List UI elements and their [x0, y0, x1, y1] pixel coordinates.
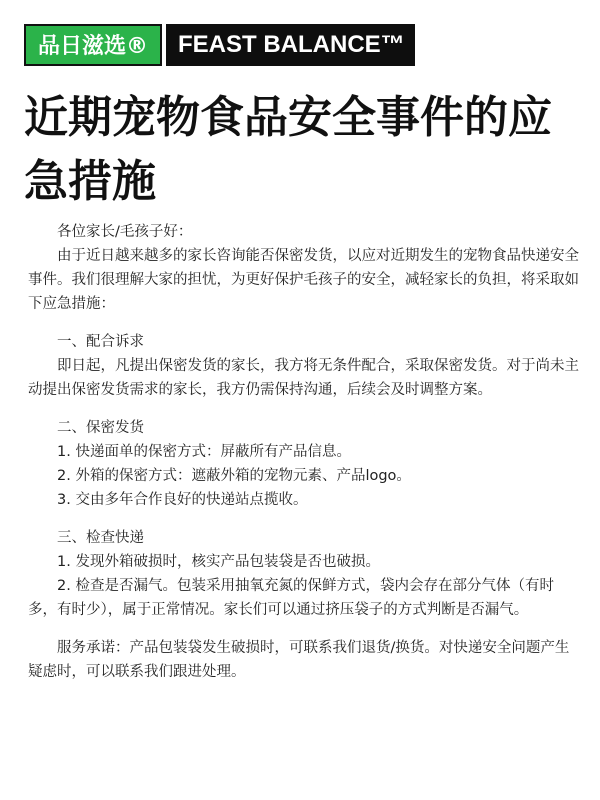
brand-header: [24, 24, 415, 66]
brand-logo-cn: 品日滋选®: [24, 24, 162, 66]
greeting: 各位家长/毛孩子好：: [57, 224, 193, 240]
intro-paragraph: 由于近日越来越多的家长咨询能否保密发货，以应对近期发生的宠物食品快递安全事件。我们很理解大家的担忧，为更好保护毛孩子的安全，减轻家长的负担，将采取如下应急措施：: [28, 248, 579, 312]
section-heading-2: 二、保密发货: [57, 420, 144, 436]
section-2-item-3: 3. 交由多年合作良好的快递站点揽收。: [57, 492, 308, 508]
section-2-item-1: 1. 快递面单的保密方式：屏蔽所有产品信息。: [57, 444, 351, 460]
notice-body: [28, 220, 580, 684]
section-heading-1: 一、配合诉求: [57, 334, 144, 350]
section-1-paragraph: 即日起，凡提出保密发货的家长，我方将无条件配合，采取保密发货。对于尚未主动提出保密发货需求的家长，我方仍需保持沟通，后续会及时调整方案。: [28, 358, 579, 398]
brand-logo-en: FEAST BALANCE™: [166, 24, 415, 66]
service-promise: 服务承诺：产品包装袋发生破损时，可联系我们退货/换货。对快递安全问题产生疑虑时，可以联系我们跟进处理。: [28, 640, 570, 680]
section-3-item-2: 2. 检查是否漏气。包装采用抽氧充氮的保鲜方式，袋内会存在部分气体（有时多，有时少），属于正常情况。家长们可以通过挤压袋子的方式判断是否漏气。: [28, 578, 554, 618]
section-3-item-1: 1. 发现外箱破损时，核实产品包装袋是否也破损。: [57, 554, 380, 570]
section-heading-3: 三、检查快递: [57, 530, 144, 546]
page-title: 近期宠物食品安全事件的应急措施: [24, 92, 552, 207]
section-2-item-2: 2. 外箱的保密方式：遮蔽外箱的宠物元素、产品logo。: [57, 468, 411, 484]
